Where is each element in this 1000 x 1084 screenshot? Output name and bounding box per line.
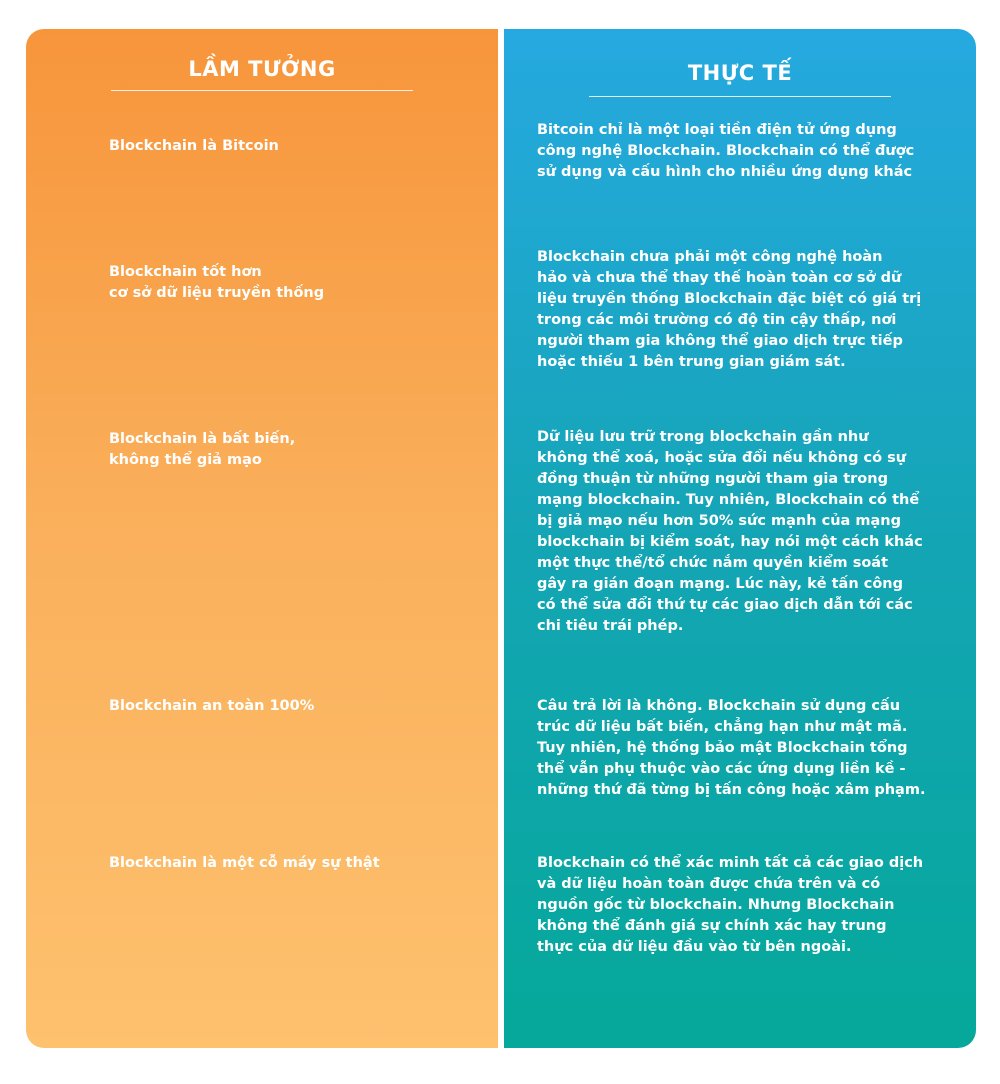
- myth-item-3: Blockchain là bất biến, không thể giả mạo: [109, 431, 296, 468]
- myth-item-5: Blockchain là một cỗ máy sự thật: [109, 855, 380, 871]
- reality-item-5: Blockchain có thể xác minh tất cả các giao dịch và dữ liệu hoàn toàn được chứa trên và có nguồn gốc từ blockchain. Nhưng Blockchain không thể đánh giá sự chính xác hay trung thực của dữ liệu đầu vào từ bên ngoài.: [537, 855, 924, 955]
- reality-item-1: Bitcoin chỉ là một loại tiền điện tử ứng dụng công nghệ Blockchain. Blockchain có thể được sử dụng và cấu hình cho nhiều ứng dụng khác: [537, 122, 915, 180]
- myth-column: [26, 29, 498, 1048]
- myth-heading-divider: [111, 90, 413, 91]
- reality-heading: THỰC TẾ: [687, 61, 793, 85]
- reality-column: [504, 29, 976, 1048]
- myth-item-2: Blockchain tốt hơn cơ sở dữ liệu truyền thống: [109, 264, 325, 301]
- reality-item-2: Blockchain chưa phải một công nghệ hoàn hảo và chưa thể thay thế hoàn toàn cơ sở dữ liệu truyền thống Blockchain đặc biệt có giá trị trong các môi trường có độ tin cậy thấp, nơi người tham gia không thể giao dịch trực tiếp hoặc thiếu 1 bên trung gian giám sát.: [537, 249, 922, 370]
- reality-item-4: Câu trả lời là không. Blockchain sử dụng cấu trúc dữ liệu bất biến, chẳng hạn như mật mã. Tuy nhiên, hệ thống bảo mật Blockchain tổng thể vẫn phụ thuộc vào các ứng dụng liền kề - những thứ đã từng bị tấn công hoặc xâm phạm.: [537, 698, 926, 798]
- myth-item-1: Blockchain là Bitcoin: [109, 138, 279, 154]
- reality-heading-divider: [589, 96, 891, 97]
- reality-item-3: Dữ liệu lưu trữ trong blockchain gần như không thể xoá, hoặc sửa đổi nếu không có sự đồng thuận từ những người tham gia trong mạng blockchain. Tuy nhiên, Blockchain có thể bị giả mạo nếu hơn 50% sức mạnh của mạng blockchain bị kiểm soát, hay nói một cách khác một thực thể/tổ chức nắm quyền kiểm soát gây ra gián đoạn mạng. Lúc này, kẻ tấn công có thể sửa đổi thứ tự các giao dịch dẫn tới các chi tiêu trái phép.: [537, 429, 923, 634]
- myth-heading: LẦM TƯỞNG: [188, 57, 336, 81]
- myth-item-4: Blockchain an toàn 100%: [109, 698, 315, 714]
